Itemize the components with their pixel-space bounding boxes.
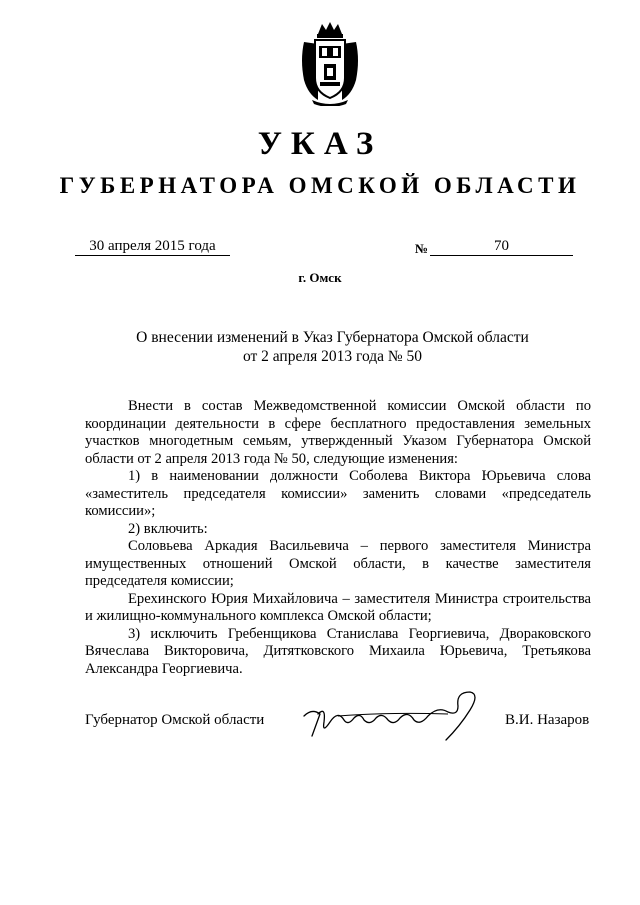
body-paragraph: Соловьева Аркадия Васильевича – первого заместителя Министра имущественных отношений Омской области, в качестве заместителя председателя комиссии; (85, 538, 591, 589)
coat-of-arms-emblem (298, 20, 362, 106)
document-number: 70 (430, 237, 573, 256)
body-paragraph: Внести в состав Межведомственной комиссии Омской области по координации деятельности в сфере бесплатного предоставления земельных участков многодетным семьям, утвержденный Указом Губернатора Омской области от 2 апреля 2013 года № 50, следующие изменения: (85, 398, 591, 467)
document-subject (80, 328, 585, 366)
body-paragraph: 1) в наименовании должности Соболева Виктора Юрьевича слова «заместитель председателя комиссии» заменить словами «председатель комиссии»; (85, 468, 591, 519)
body-paragraph: 2) включить: (128, 520, 208, 537)
signatory-name: В.И. Назаров (505, 712, 590, 728)
handwritten-signature (298, 686, 493, 746)
document-date: 30 апреля 2015 года (75, 237, 230, 256)
document-city: г. Омск (298, 270, 342, 285)
body-paragraph: Ерехинского Юрия Михайловича – заместителя Министра строительства и жилищно-коммунального комплекса Омской области; (85, 590, 591, 624)
body-paragraph: 3) исключить Гребенщикова Станислава Георгиевича, Двораковского Вячеслава Викторовича, Дитятковского Михаила Юрьевича, Третьякова Александра Георгиевича. (85, 625, 591, 677)
signatory-position: Губернатор Омской области (85, 712, 265, 728)
document-title: УКАЗ (257, 126, 383, 162)
document-subtitle: ГУБЕРНАТОРА ОМСКОЙ ОБЛАСТИ (59, 173, 581, 198)
subject-line-1: О внесении изменений в Указ Губернатора Омской области (136, 329, 529, 346)
document-body (85, 398, 591, 678)
subject-line-2: от 2 апреля 2013 года № 50 (242, 348, 423, 365)
number-label: № (415, 241, 429, 256)
